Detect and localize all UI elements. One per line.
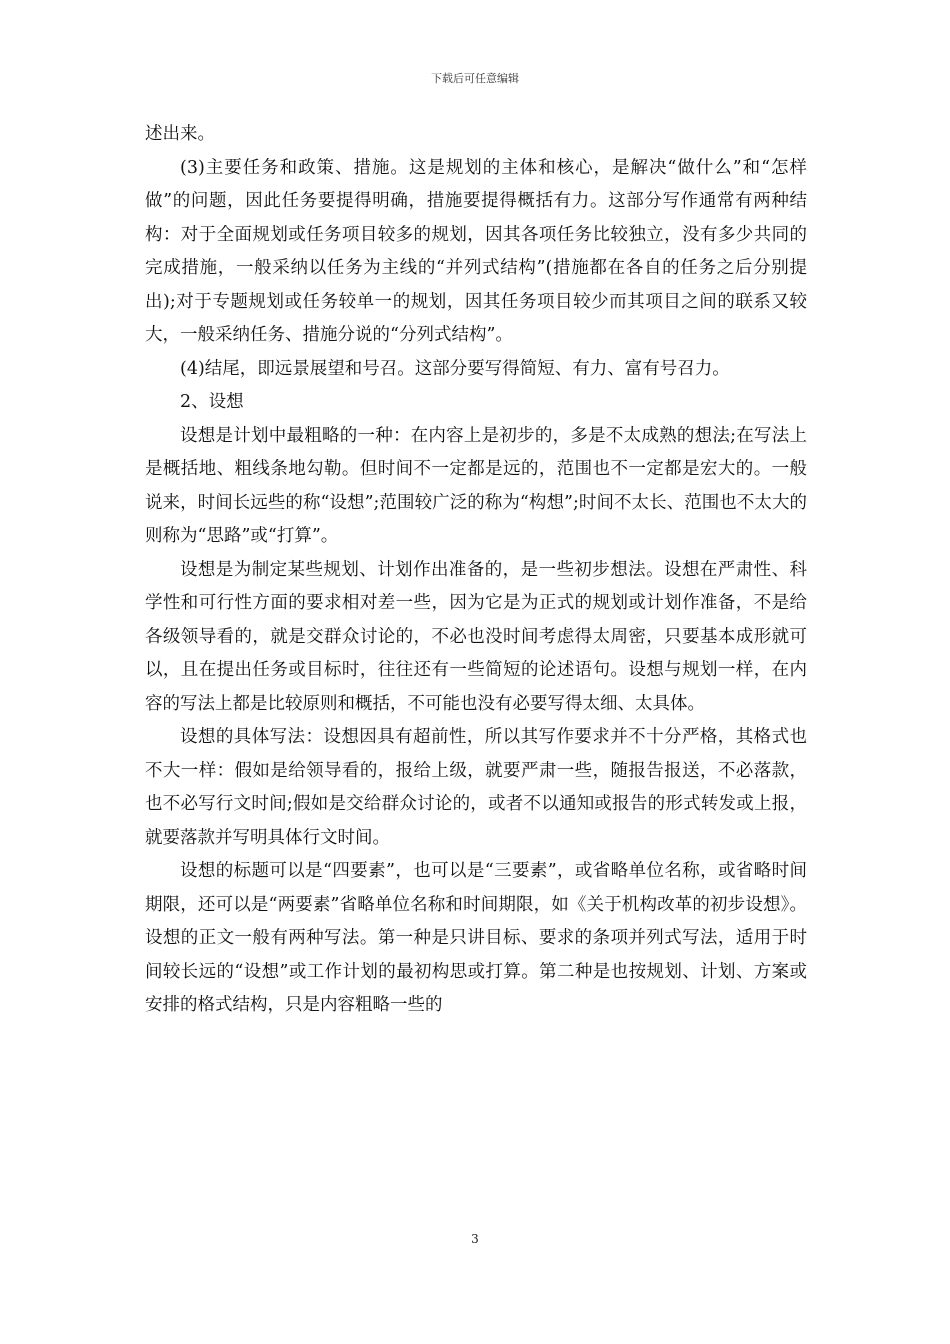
paragraph: 设想是计划中最粗略的一种：在内容上是初步的，多是不太成熟的想法;在写法上是概括地、粗线条地勾勒。但时间不一定都是远的，范围也不一定都是宏大的。一般说来，时间长远些的称“设想”;范围较广泛的称为“构想”;时间不太长、范围也不太大的则称为“思路”或“打算”。 [145, 425, 807, 546]
paragraph: 设想是为制定某些规划、计划作出准备的，是一些初步想法。设想在严肃性、科学性和可行性方面的要求相对差一些，因为它是为正式的规划或计划作准备，不是给各级领导看的，就是交群众讨论的，不必也没时间考虑得太周密，只要基本成形就可以，且在提出任务或目标时，往往还有一些简短的论述语句。设想与规划一样，在内容的写法上都是比较原则和概括，不可能也没有必要写得太细、太具体。 [145, 559, 807, 714]
paragraph: 设想的具体写法：设想因具有超前性，所以其写作要求并不十分严格，其格式也不大一样：假如是给领导看的，报给上级，就要严肃一些，随报告报送，不必落款，也不必写行文时间;假如是交给群众讨论的，或者不以通知或报告的形式转发或上报，就要落款并写明具体行文时间。 [145, 727, 807, 848]
paragraph: 述出来。 [145, 124, 215, 144]
paragraph: (3)主要任务和政策、措施。这是规划的主体和核心，是解决“做什么”和“怎样做”的问题，因此任务要提得明确，措施要提得概括有力。这部分写作通常有两种结构：对于全面规划或任务项目较多的规划，因其各项任务比较独立，没有多少共同的完成措施，一般采纳以任务为主线的“并列式结构”(措施都在各自的任务之后分别提出);对于专题规划或任务较单一的规划，因其任务项目较少而其项目之间的联系又较大，一般采纳任务、措施分说的“分列式结构”。 [145, 157, 807, 345]
section-heading: 2、设想 [180, 392, 244, 412]
page-number: 3 [471, 1232, 479, 1246]
paragraph: (4)结尾，即远景展望和号召。这部分要写得简短、有力、富有号召力。 [180, 358, 730, 379]
paragraph: 设想的标题可以是“四要素”，也可以是“三要素”，或省略单位名称，或省略时间期限，还可以是“两要素”省略单位名称和时间期限，如《关于机构改革的初步设想》。设想的正文一般有两种写法。第一种是只讲目标、要求的条项并列式写法，适用于时间较长远的“设想”或工作计划的最初构思或打算。第二种是也按规划、计划、方案或安排的格式结构，只是内容粗略一些的 [145, 861, 807, 1015]
page-header: 下载后可任意编辑 [431, 72, 519, 85]
document-body [145, 118, 807, 1023]
